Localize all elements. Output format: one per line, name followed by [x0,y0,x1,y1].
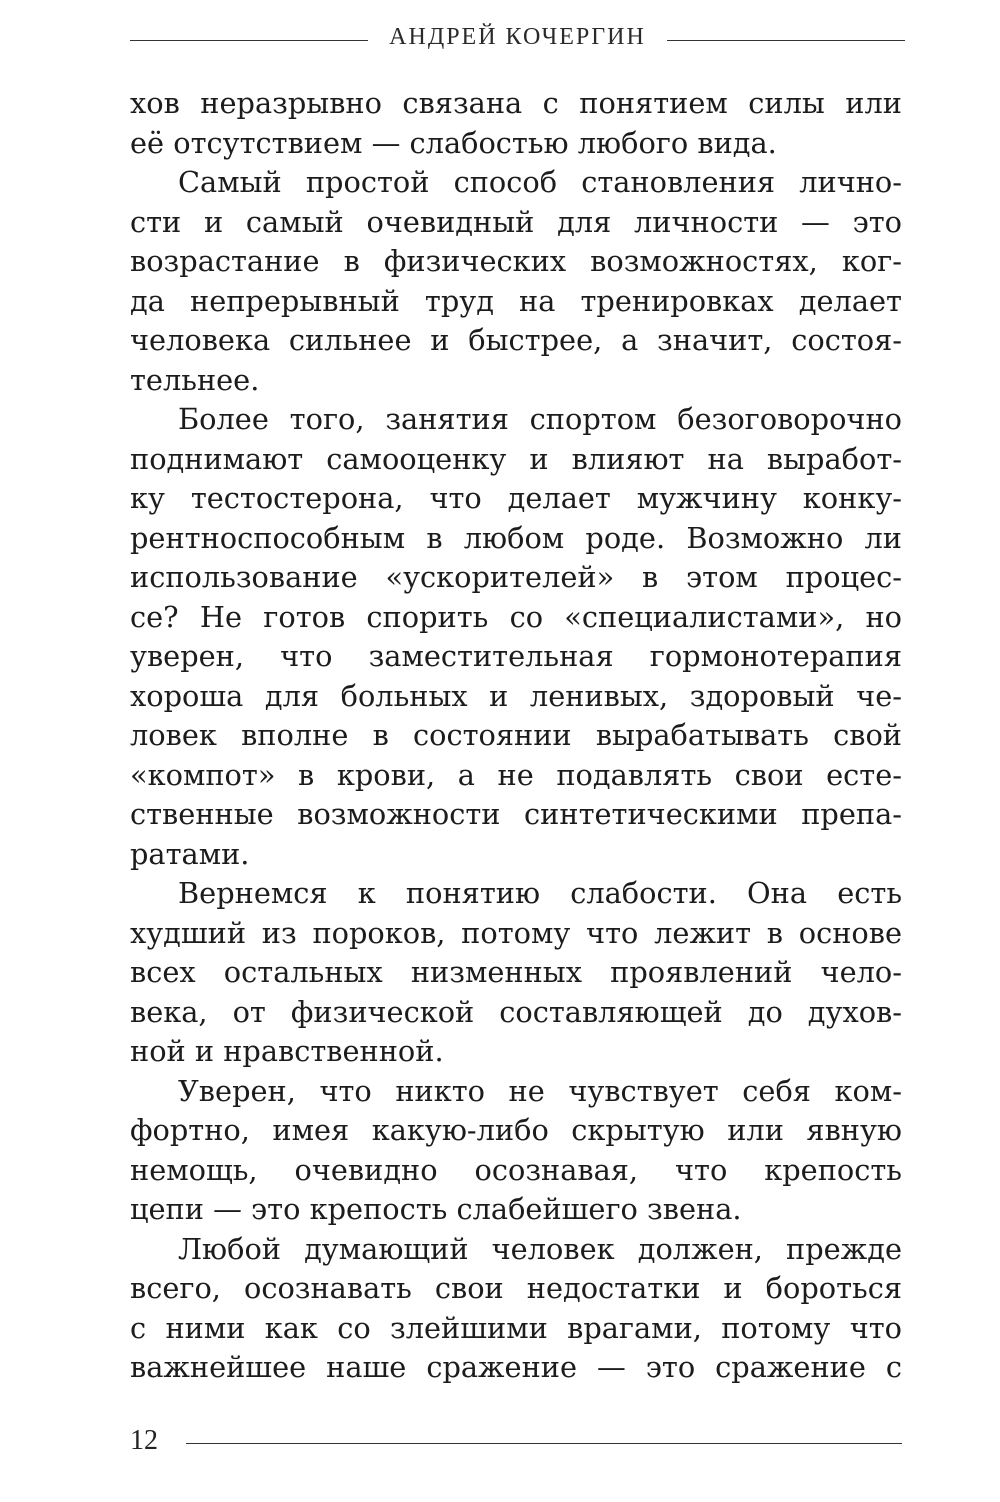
header-rule-left [130,40,368,41]
text-line: рентноспособным в любом роде. Возможно ли [130,520,902,555]
text-line: худший из пороков, потому что лежит в основе [130,915,902,950]
text-line: важнейшее наше сражение — это сражение с [130,1350,902,1384]
text-line: се? Не готов спорить со «специалистами», но [130,599,902,634]
text-line: Более того, занятия спортом безоговорочно [178,402,902,436]
body-text [130,84,902,1388]
paragraph [130,874,902,1072]
text-line: ственные возможности синтетическими препа- [130,797,902,831]
text-line: немощь, очевидно осознавая, что крепость [130,1152,902,1187]
text-line: человека сильнее и быстрее, а значит, состоя- [130,323,902,357]
text-line: «компот» в крови, а не подавлять свои есте- [130,757,902,792]
text-line: ловек вполне в состоянии вырабатывать свой [130,718,902,752]
text-line: Самый простой способ становления лично- [178,165,902,199]
text-line: века, от физической составляющей до духов- [130,994,902,1029]
text-line: Любой думающий человек должен, прежде [178,1231,902,1266]
text-line: цепи — это крепость слабейшего звена. [130,1192,742,1226]
paragraph [130,1230,902,1388]
text-line: да непрерывный труд на тренировках делает [130,283,902,318]
text-line: фортно, имея какую-либо скрытую или явную [130,1113,902,1147]
text-line: всего, осознавать свои недостатки и бороться [130,1271,902,1305]
text-line: поднимают самооценку и влияют на выработ- [130,441,902,476]
text-line: Уверен, что никто не чувствует себя ком- [178,1073,902,1108]
text-line: с ними как со злейшими врагами, потому что [130,1310,902,1345]
paragraph [130,84,902,163]
paragraph [130,400,902,874]
text-line: использование «ускорителей» в этом процес- [130,560,902,594]
page-footer [130,1425,902,1465]
paragraph [130,163,902,400]
page-number: 12 [130,1425,158,1456]
text-line: Вернемся к понятию слабости. Она есть [178,876,902,910]
text-line: хороша для больных и ленивых, здоровый че- [130,678,902,713]
header-rule-right [667,40,905,41]
paragraph [130,1072,902,1230]
footer-rule [186,1443,902,1444]
text-line: тельнее. [130,362,260,397]
text-line: ку тестостерона, что делает мужчину конку- [130,481,902,515]
text-line: её отсутствием — слабостью любого вида. [130,125,777,160]
text-line: хов неразрывно связана с понятием силы или [130,86,902,120]
running-title: АНДРЕЙ КОЧЕРГИН [389,24,646,50]
text-line: уверен, что заместительная гормонотерапия [130,639,902,673]
text-line: ратами. [130,836,250,871]
text-line: сти и самый очевидный для личности — это [130,204,902,239]
text-line: возрастание в физических возможностях, ког- [130,244,902,278]
running-header [130,22,905,62]
text-line: ной и нравственной. [130,1034,444,1068]
text-line: всех остальных низменных проявлений чело- [130,955,902,989]
